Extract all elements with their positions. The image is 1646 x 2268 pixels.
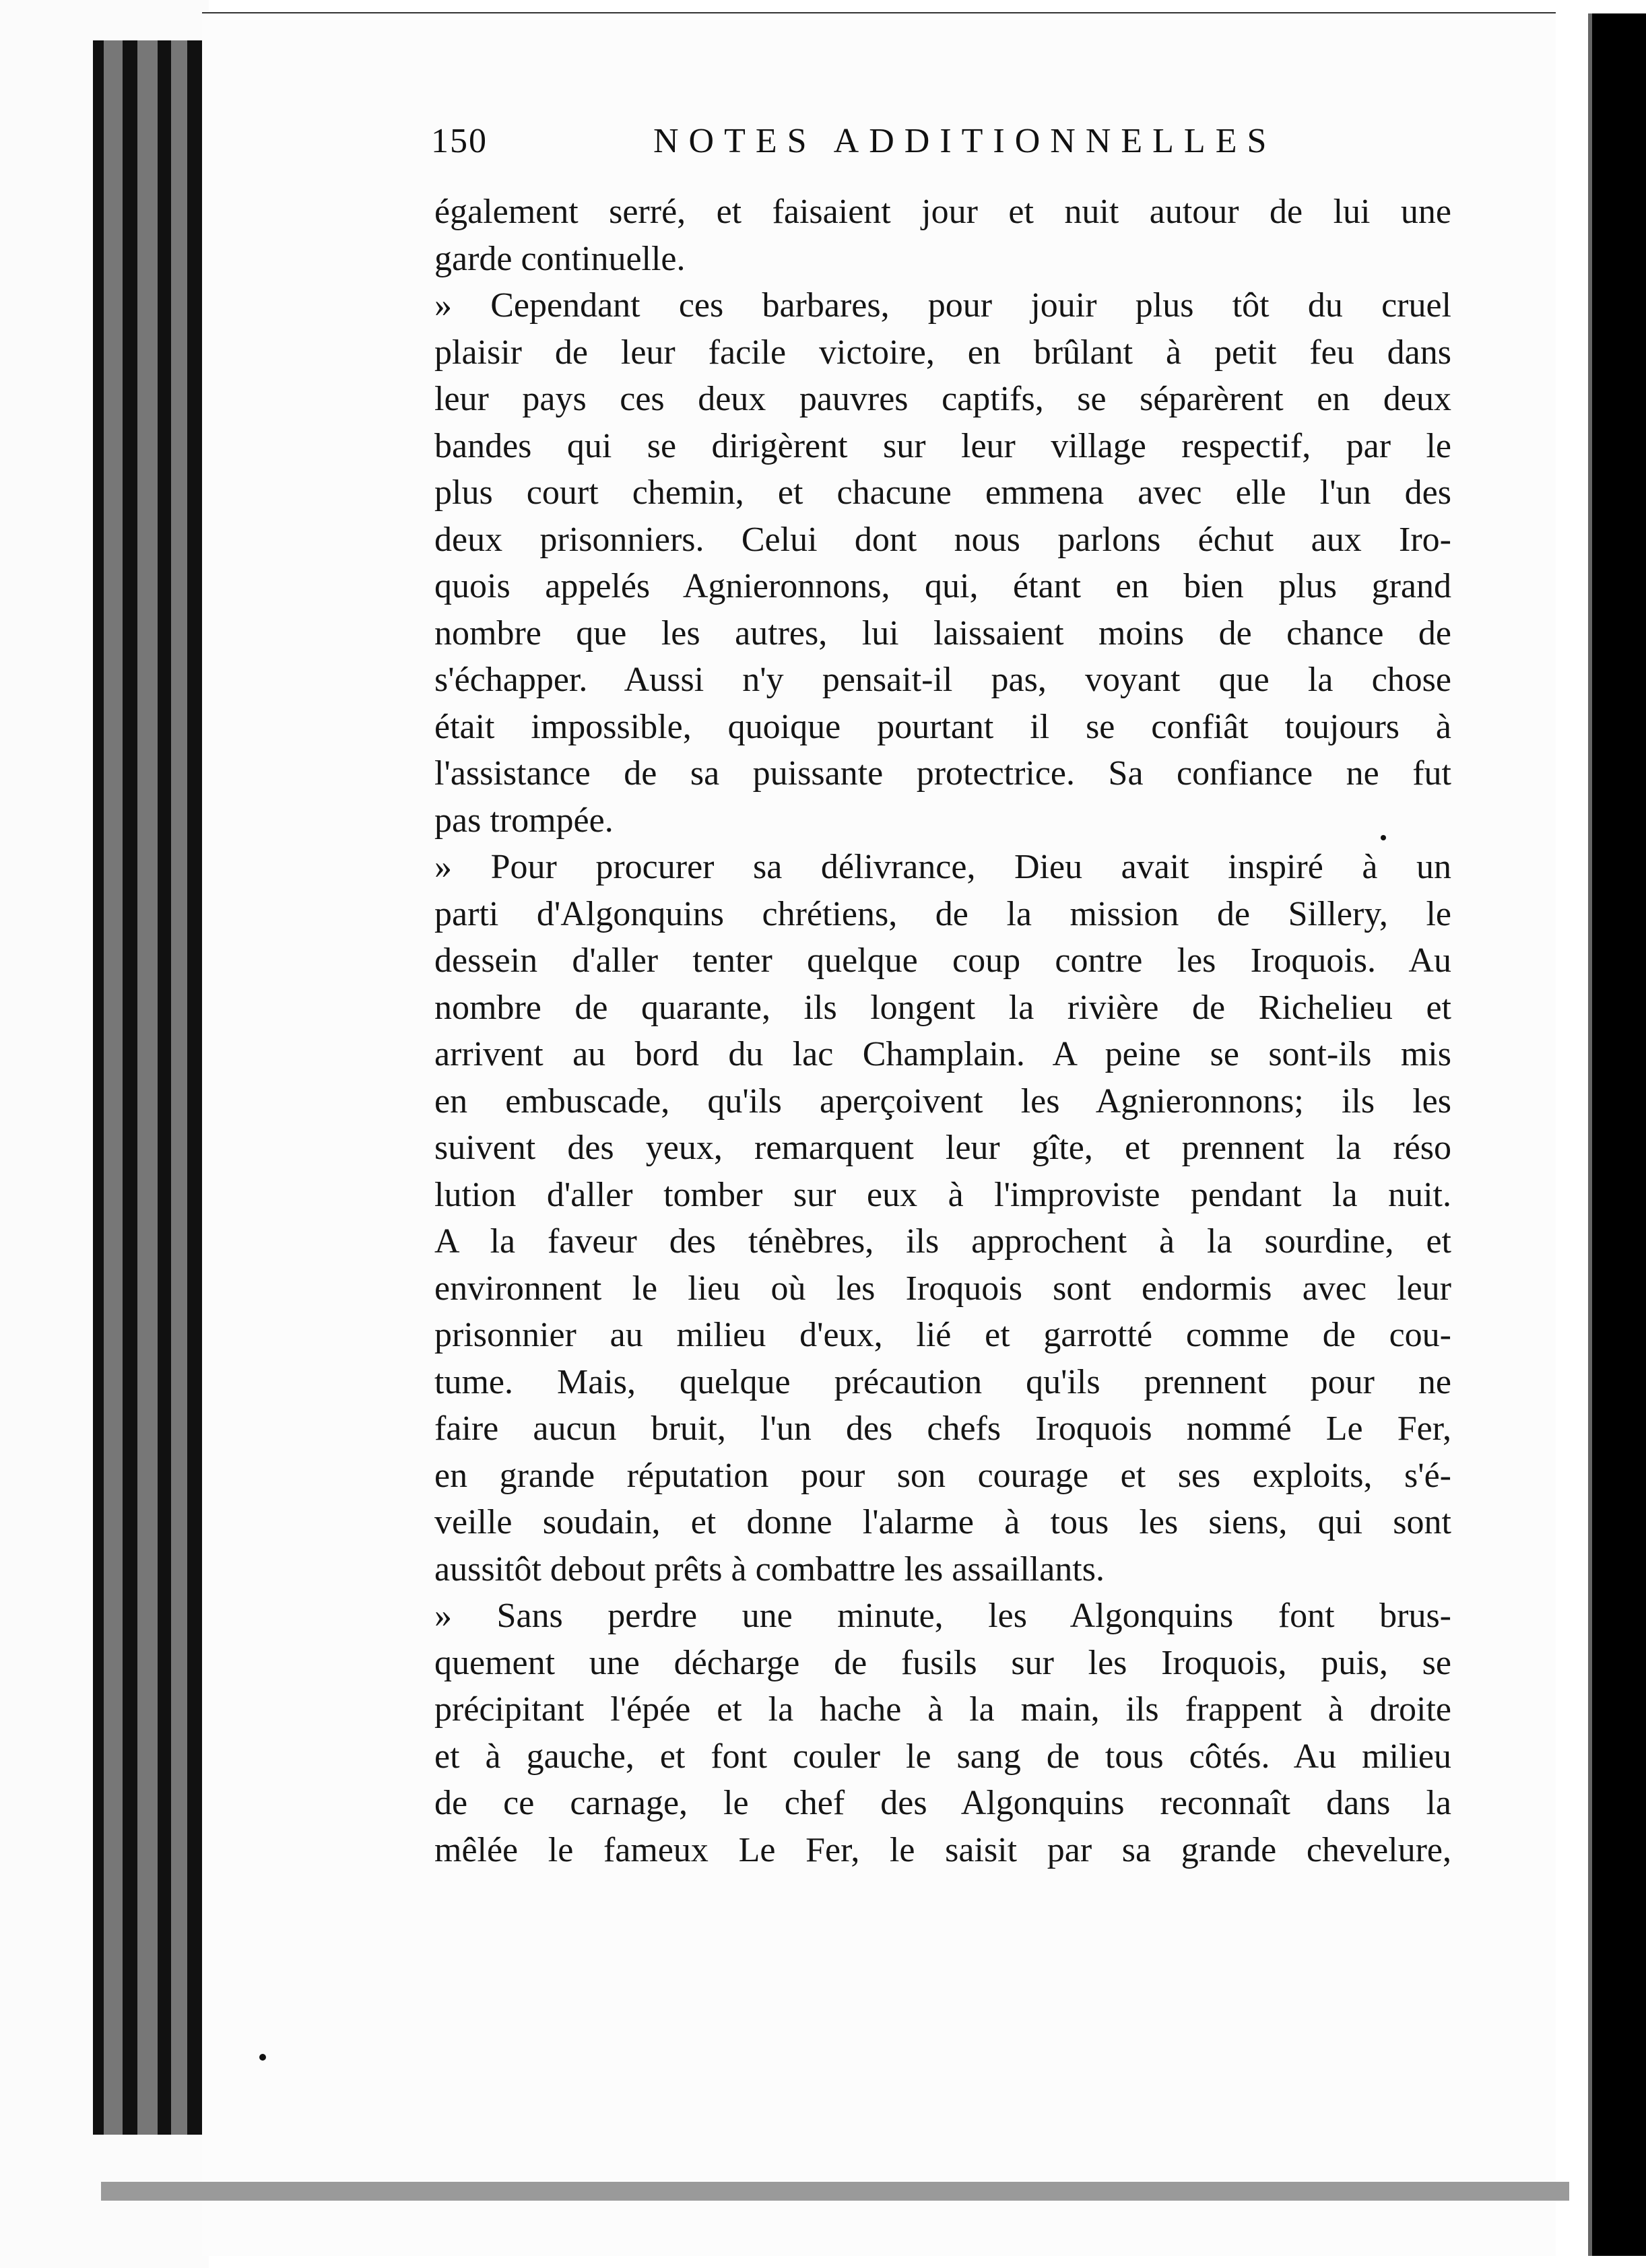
text-line: faire aucun bruit, l'un des chefs Iroquois nommé Le Fer, (434, 1409, 1451, 1448)
text-line: aussitôt debout prêts à combattre les assaillants. (434, 1549, 1105, 1589)
text-line: précipitant l'épée et la hache à la main, ils frappent à droite (434, 1690, 1451, 1729)
text-line: était impossible, quoique pourtant il se confiât toujours à (434, 707, 1451, 746)
page-bottom-shadow (101, 2182, 1569, 2201)
text-line: lution d'aller tomber sur eux à l'improviste pendant la nuit. (434, 1175, 1451, 1214)
text-line: prisonnier au milieu d'eux, lié et garrotté comme de cou- (434, 1316, 1451, 1354)
scan-speck (1381, 835, 1386, 840)
book-edge (0, 0, 209, 2268)
text-line: suivent des yeux, remarquent leur gîte, et prennent la réso (434, 1129, 1451, 1167)
text-line: A la faveur des ténèbres, ils approchent à la sourdine, et (434, 1222, 1451, 1261)
text-line: environnent le lieu où les Iroquois sont endormis avec leur (434, 1269, 1451, 1308)
text-line: l'assistance de sa puissante protectrice. Sa confiance ne fut (434, 754, 1451, 793)
right-page-edge (1588, 13, 1646, 2256)
running-title: NOTES ADDITIONNELLES (653, 122, 1277, 160)
text-line: également serré, et faisaient jour et nuit autour de lui une (434, 193, 1451, 231)
body-text (434, 189, 1451, 1873)
edge-band (171, 40, 187, 2135)
text-line: quement une décharge de fusils sur les Iroquois, puis, se (434, 1643, 1451, 1682)
text-line: veille soudain, et donne l'alarme à tous les siens, qui sont (434, 1503, 1451, 1541)
edge-band (187, 40, 202, 2135)
scan-speck (259, 2054, 266, 2061)
text-line: parti d'Algonquins chrétiens, de la mission de Sillery, le (434, 894, 1451, 933)
page-number: 150 (431, 122, 488, 160)
text-line: arrivent au bord du lac Champlain. A peine se sont-ils mis (434, 1035, 1451, 1073)
edge-band (104, 40, 123, 2135)
text-line: plaisir de leur facile victoire, en brûlant à petit feu dans (434, 333, 1451, 372)
edge-band (93, 40, 104, 2135)
text-line: leur pays ces deux pauvres captifs, se séparèrent en deux (434, 380, 1451, 418)
text-line: plus court chemin, et chacune emmena avec elle l'un des (434, 473, 1451, 512)
text-line: en embuscade, qu'ils aperçoivent les Agnieronnons; ils les (434, 1081, 1451, 1121)
text-line: en grande réputation pour son courage et ses exploits, s'é- (434, 1456, 1451, 1495)
text-line: nombre que les autres, lui laissaient moins de chance de (434, 613, 1451, 653)
text-line: » Cependant ces barbares, pour jouir plus tôt du cruel (434, 286, 1451, 325)
text-line: dessein d'aller tenter quelque coup contre les Iroquois. Au (434, 941, 1451, 980)
page-header (431, 121, 1455, 175)
text-line: s'échapper. Aussi n'y pensait-il pas, voyant que la chose (434, 661, 1451, 699)
text-line: et à gauche, et font couler le sang de tous côtés. Au milieu (434, 1737, 1451, 1776)
text-line: tume. Mais, quelque précaution qu'ils prennent pour ne (434, 1362, 1451, 1401)
text-line: quois appelés Agnieronnons, qui, étant en bien plus grand (434, 567, 1451, 605)
text-line: de ce carnage, le chef des Algonquins reconnaît dans la (434, 1784, 1451, 1822)
text-line: garde continuelle. (434, 239, 686, 278)
text-line: nombre de quarante, ils longent la rivière de Richelieu et (434, 988, 1451, 1027)
edge-band (137, 40, 158, 2135)
text-line: deux prisonniers. Celui dont nous parlons échut aux Iro- (434, 520, 1451, 559)
edge-band (123, 40, 137, 2135)
text-line: pas trompée. (434, 801, 614, 840)
text-line: » Sans perdre une minute, les Algonquins font brus- (434, 1597, 1451, 1635)
edge-band (158, 40, 171, 2135)
text-line: » Pour procurer sa délivrance, Dieu avait inspiré à un (434, 848, 1451, 886)
text-line: mêlée le fameux Le Fer, le saisit par sa grande chevelure, (434, 1830, 1451, 1869)
text-line: bandes qui se dirigèrent sur leur village respectif, par le (434, 426, 1451, 465)
